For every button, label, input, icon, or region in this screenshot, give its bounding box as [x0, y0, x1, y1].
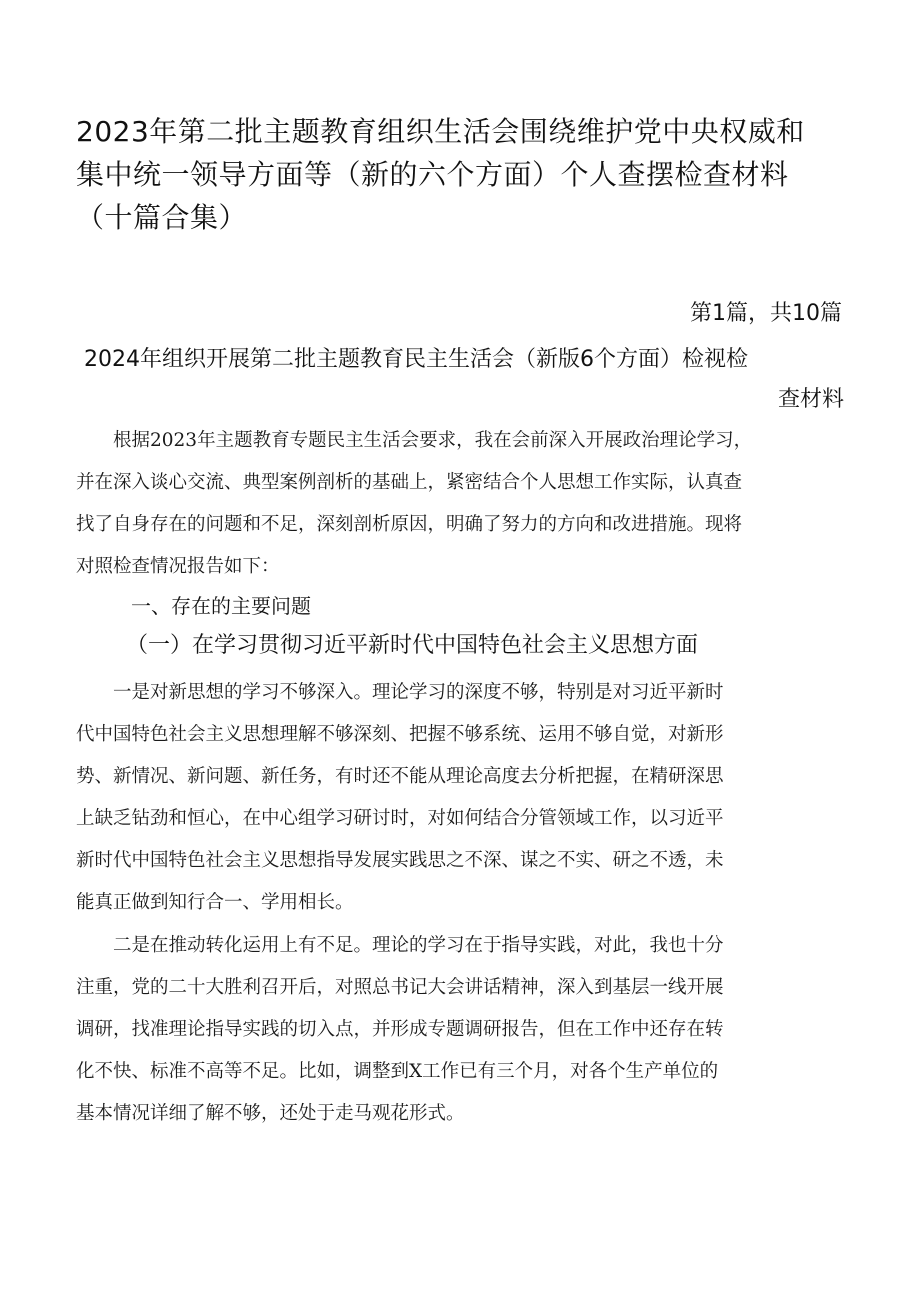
text-line: 并在深入谈心交流、典型案例剖析的基础上，紧密结合个人思想工作实际，认真查 [76, 472, 743, 493]
document-title [76, 110, 856, 239]
text-line: 对照检查情况报告如下： [76, 556, 280, 577]
paragraph-1 [76, 672, 856, 924]
text-line: 一是对新思想的学习不够深入。理论学习的深度不够，特别是对习近平新时 [76, 682, 724, 703]
title-line: 集中统一领导方面等（新的六个方面）个人查摆检查材料 [76, 158, 789, 191]
article-title-line: 查材料 [777, 387, 844, 412]
text-line: 注重，党的二十大胜利召开后，对照总书记大会讲话精神，深入到基层一线开展 [76, 977, 724, 998]
article-title-line: 2024年组织开展第二批主题教育民主生活会（新版6个方面）检视检 [84, 347, 748, 372]
text-line: 新时代中国特色社会主义思想指导发展实践思之不深、谋之不实、研之不透，未 [76, 850, 724, 871]
text-line: 基本情况详细了解不够，还处于走马观花形式。 [76, 1103, 465, 1124]
text-line: 势、新情况、新问题、新任务，有时还不能从理论高度去分析把握，在精研深思 [76, 766, 724, 787]
text-line: 找了自身存在的问题和不足，深刻剖析原因，明确了努力的方向和改进措施。现将 [76, 514, 743, 535]
intro-paragraph [76, 420, 856, 588]
text-line: 上缺乏钻劲和恒心，在中心组学习研讨时，对如何结合分管领域工作，以习近平 [76, 808, 724, 829]
paragraph-2 [76, 925, 856, 1135]
text-line: 代中国特色社会主义思想理解不够深刻、把握不够系统、运用不够自觉，对新形 [76, 724, 724, 745]
text-line: 调研，找准理论指导实践的切入点，并形成专题调研报告，但在工作中还存在转 [76, 1019, 724, 1040]
text-line: 能真正做到知行合一、学用相长。 [76, 892, 354, 913]
subsection-heading: （一）在学习贯彻习近平新时代中国特色社会主义思想方面 [126, 633, 699, 658]
title-line: 2023年第二批主题教育组织生活会围绕维护党中央权威和 [76, 115, 805, 148]
article-title [84, 340, 844, 420]
article-counter: 第1篇，共10篇 [690, 301, 842, 326]
section-heading: 一、存在的主要问题 [131, 594, 311, 618]
title-line: （十篇合集） [76, 201, 248, 234]
text-line: 化不快、标准不高等不足。比如，调整到X工作已有三个月，对各个生产单位的 [76, 1061, 719, 1082]
text-line: 根据2023年主题教育专题民主生活会要求，我在会前深入开展政治理论学习， [76, 430, 753, 451]
text-line: 二是在推动转化运用上有不足。理论的学习在于指导实践，对此，我也十分 [76, 935, 724, 956]
